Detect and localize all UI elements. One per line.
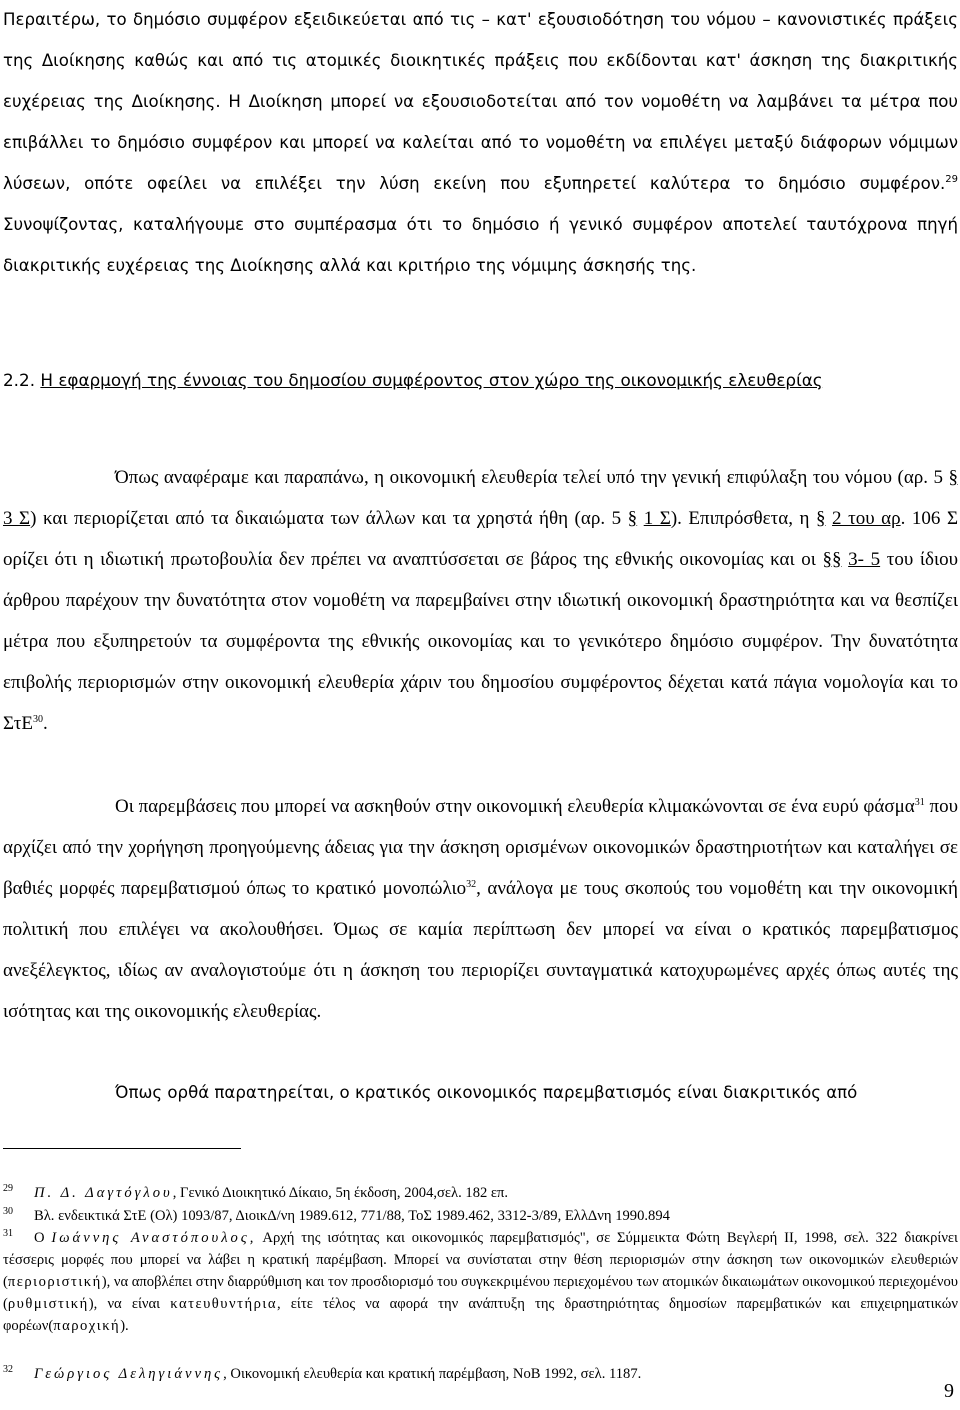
footnote-ref-30[interactable]: 30 <box>32 714 43 725</box>
footnote-number: 32 <box>3 1364 13 1375</box>
paragraph-text: ) και περιορίζεται από τα δικαιώματα των άλλων και τα χρηστά ήθη (αρ. 5 <box>30 508 628 529</box>
paragraph-text: Περαιτέρω, το δημόσιο συμφέρον εξειδικεύεται από τις – κατ' εξουσιοδότηση του νόμου – κανονιστικές πράξεις της Διοίκησης καθώς και από τις ατομικές διοικητικές πράξεις που εκδίδονται κατ' άσκηση της διακριτικής ευχέρειας της Διοίκησης. Η Διοίκηση μπορεί να εξουσιοδοτείται από τον νομοθέτη να λαμβάνει τα μέτρα που επιβάλλει το δημόσιο συμφέρον και μπορεί να καλείται από το νομοθέτη να επιλέγει μεταξύ διάφορων νόμιμων λύσεων, οπότε οφείλει να επιλέξει την λύση εκείνη που εξυπηρετεί καλύτερα το δημόσιο συμφέρον. <box>3 10 958 193</box>
paragraph-text: Συνοψίζοντας, καταλήγουμε στο συμπέρασμα ότι το δημόσιο ή γενικό συμφέρον αποτελεί ταυτόχρονα πηγή διακριτικής ευχέρειας της Διοίκησης αλλά και κριτήριο της νόμιμης άσκησής της. <box>3 215 958 275</box>
footnote-term: κατευθυντήρια <box>170 1296 277 1312</box>
paragraph-interventions <box>3 786 958 1032</box>
section-sign-ref: § <box>816 508 826 529</box>
footnote-term: περιοριστική <box>7 1274 102 1290</box>
section-sign-ref: § <box>627 508 638 529</box>
footnote-body: , είτε τέλος να αφορά την ανάπτυξη της δραστηριότητας δημοσίων παρεμβατικών και επιχειρηματικών φορέων( <box>3 1296 958 1334</box>
article-ref: 3- 5 <box>848 549 881 570</box>
paragraph-text: , ανάλογα με τους σκοπούς του νομοθέτη και την οικονομική πολιτική που επιλέγει να ακολουθήσει. Όμως σε καμία περίπτωση δεν μπορεί να είναι ο κρατικός παρεμβατισμος ανεξέλεγκτος, ιδίως αν αναλογιστούμε ότι η άσκηση του περιορίζει συνταγματικά κατοχυρωμένες αρχές όπως αυτές της ισότητας και της οικονομικής ελευθερίας. <box>3 878 958 1022</box>
footnote-body: , Οικονομική ελευθερία και κρατική παρέμβαση, ΝοΒ 1992, σελ. 1187. <box>223 1366 642 1382</box>
footnote-ref-29[interactable]: 29 <box>945 174 958 185</box>
section-number: 2.2. <box>3 370 36 390</box>
footnote-body: ), να αποβλέπει στην διαρρύθμιση και τον προσδιορισμό του συγκεκριμένου περιεχομένου των ατομικών δικαιωμάτων οικονομικού περιεχομένου ( <box>3 1274 959 1312</box>
footnote-body: Αρχή της ισότητας και οικονομικός παρεμβατισμός", σε Σύμμεικτα Φώτη Βεγλερή ΙΙ, 1998, σελ. 322 διακρίνει τέσσερις μορφές που μπορεί να λάβει η κρατική παρέμβαση. Μπορεί να συνίσταται στην θέση περιορισμών στην άσκηση των οικονομικών ελευθεριών ( <box>3 1230 958 1290</box>
footnote-body: Βλ. ενδεικτικά ΣτΕ (Ολ) 1093/87, ΔιοικΔ/νη 1989.612, 771/88, ΤοΣ 1989.462, 3312-3/89, ΕλλΔνη 1990.894 <box>34 1208 670 1224</box>
paragraph-text: . <box>42 713 48 734</box>
footnote-ref-31[interactable]: 31 <box>914 797 925 808</box>
article-ref: 2 του αρ <box>832 508 901 529</box>
footnote-number: 29 <box>3 1183 13 1194</box>
footnote-author: Ιωάννης Αναστόπουλος, <box>51 1230 257 1246</box>
footnote-ref-32[interactable]: 32 <box>466 879 477 890</box>
footnote-separator <box>3 1148 241 1149</box>
paragraph-text: του ίδιου άρθρου παρέχουν την δυνατότητα στον νομοθέτη να παρεμβαίνει στην ιδιωτική οικονομική δραστηριότητα και να θεσπίζει μέτρα που εξυπηρετούν τα συμφέροντα της εθνικής οικονομίας και το γενικότερο δημόσιο συμφέρον. Την δυνατότητα επιβολής περιορισμών στην οικονομική ελευθερία χάριν του δημοσίου συμφέροντος δέχεται κατά πάγια νομολογία και το ΣτΕ <box>3 549 959 734</box>
footnote-number: 31 <box>3 1228 13 1239</box>
paragraph-text: ). Επιπρόσθετα, η <box>670 508 816 529</box>
section-title: Η εφαρμογή της έννοιας του δημοσίου συμφέροντος στον χώρο της οικονομικής ελευθερίας <box>40 370 823 390</box>
paragraph-continued <box>3 1072 958 1113</box>
footnote-number: 30 <box>3 1206 13 1217</box>
footnote-term: ρυθμιστική <box>7 1296 89 1312</box>
article-ref: 3 Σ <box>3 508 31 529</box>
paragraph-economic-freedom <box>3 457 958 744</box>
footnote-body: , Γενικό Διοικητικό Δίκαιο, 5η έκδοση, 2004,σελ. 182 επ. <box>172 1185 509 1201</box>
footnote-body: Ο <box>34 1230 52 1246</box>
footnote-text <box>34 1205 958 1227</box>
footnote-author: Π. Δ. Δαγτόγλου <box>34 1185 173 1201</box>
section-sign-ref: § <box>948 467 958 488</box>
article-ref: 1 Σ <box>643 508 671 529</box>
paragraph-text: . 106 Σ ορίζει ότι η ιδιωτική πρωτοβουλία δεν πρέπει να αναπτύσσεται σε βάρος της εθνικής οικονομίας και οι <box>3 508 959 570</box>
footnote-text <box>34 1182 958 1204</box>
footnote-author: Γεώργιος Δεληγιάννης <box>34 1366 224 1382</box>
section-heading <box>3 362 823 398</box>
footnote-term: παροχική <box>53 1318 121 1334</box>
footnote-text <box>3 1227 958 1337</box>
paragraph-text: που αρχίζει από την χορήγηση προηγούμενης άδειας για την άσκηση ορισμένων οικονομικών δραστηριοτήτων και καταλήγει σε βαθιές μορφές παρεμβατισμού όπως το κρατικό μονοπώλιο <box>3 796 958 899</box>
paragraph-text: Όπως ορθά παρατηρείται, ο κρατικός οικονομικός παρεμβατισμός είναι διακριτικός από <box>115 1083 858 1102</box>
page-number: 9 <box>944 1380 954 1402</box>
section-sign-ref: §§ <box>822 549 842 570</box>
paragraph-text: Όπως αναφέραμε και παραπάνω, η οικονομική ελευθερία τελεί υπό την γενική επιφύλαξη του νόμου (αρ. 5 <box>115 467 949 488</box>
paragraph-public-interest <box>3 0 958 286</box>
footnote-text <box>34 1363 958 1385</box>
footnote-body: ). <box>120 1318 129 1334</box>
footnote-body: ), να είναι <box>88 1296 171 1312</box>
paragraph-text: Οι παρεμβάσεις που μπορεί να ασκηθούν στην οικονομική ελευθερία κλιμακώνονται σε ένα ευρύ φάσμα <box>115 796 915 817</box>
